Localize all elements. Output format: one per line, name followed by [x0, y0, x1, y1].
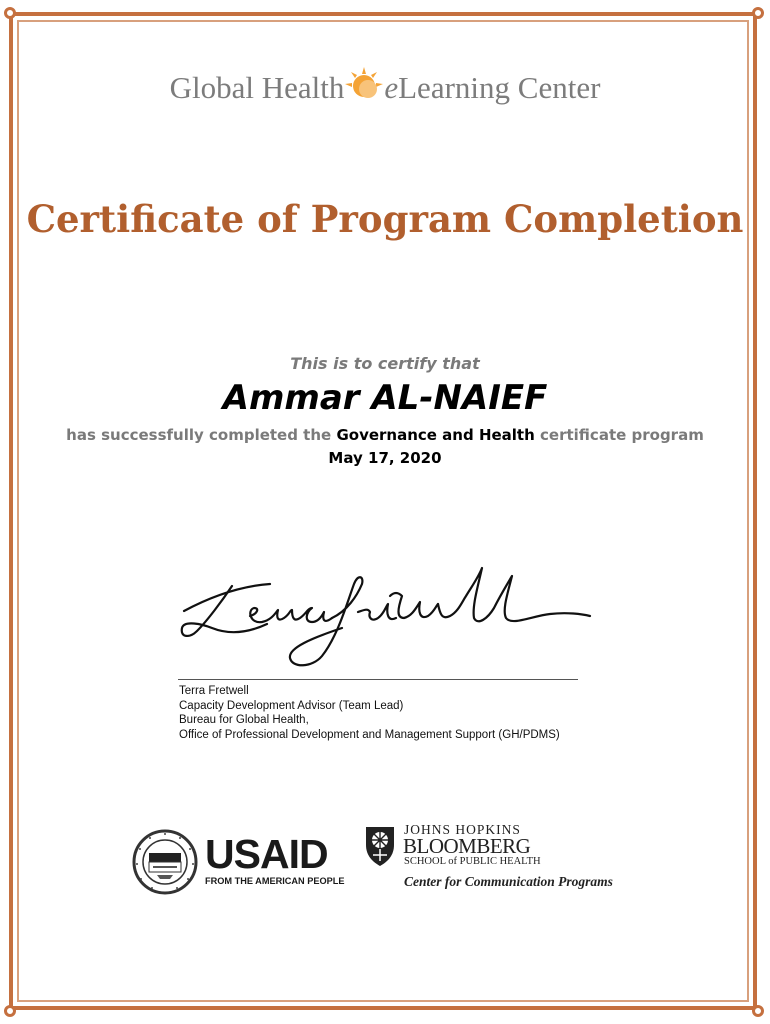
signature-image	[172, 556, 592, 676]
signatory-bureau: Bureau for Global Health,	[179, 714, 309, 726]
completion-prefix: has successfully completed the	[66, 426, 332, 444]
signature-line	[178, 679, 578, 680]
global-health-elearning-logo	[0, 66, 770, 106]
signatory-block	[179, 684, 560, 742]
program-name: Governance and Health	[336, 426, 535, 444]
jh-shield-icon	[363, 823, 397, 867]
jh-bloomberg: BLOOMBERG	[403, 834, 531, 858]
certify-line: This is to certify that	[290, 354, 480, 373]
completion-date: May 17, 2020	[328, 449, 442, 467]
corner-ornament-top-right	[752, 7, 764, 19]
jh-university-name: JOHNS HOPKINS	[404, 822, 521, 837]
usaid-seal-logo	[132, 829, 198, 895]
usaid-tagline: FROM THE AMERICAN PEOPLE	[205, 876, 345, 886]
certificate-title: Certificate of Program Completion	[26, 197, 744, 241]
completion-statement	[0, 426, 770, 444]
signatory-name: Terra Fretwell	[179, 685, 249, 697]
logo-text-right: Learning Center	[398, 70, 601, 105]
completion-suffix: certificate program	[540, 426, 704, 444]
signatory-office: Office of Professional Development and Management Support (GH/PDMS)	[179, 728, 560, 741]
logo-text-left: Global Health	[169, 70, 345, 105]
corner-ornament-top-left	[4, 7, 16, 19]
recipient-name: Ammar AL-NAIEF	[222, 378, 548, 418]
sun-logo-icon	[344, 66, 384, 106]
logo-text-e: e	[384, 70, 399, 105]
corner-ornament-bottom-left	[4, 1005, 16, 1017]
usaid-wordmark: USAID	[205, 831, 328, 877]
jh-center-name: Center for Communication Programs	[404, 874, 613, 889]
signatory-title: Capacity Development Advisor (Team Lead)	[179, 699, 404, 712]
corner-ornament-bottom-right	[752, 1005, 764, 1017]
jh-school-name: SCHOOL of PUBLIC HEALTH	[404, 856, 541, 867]
